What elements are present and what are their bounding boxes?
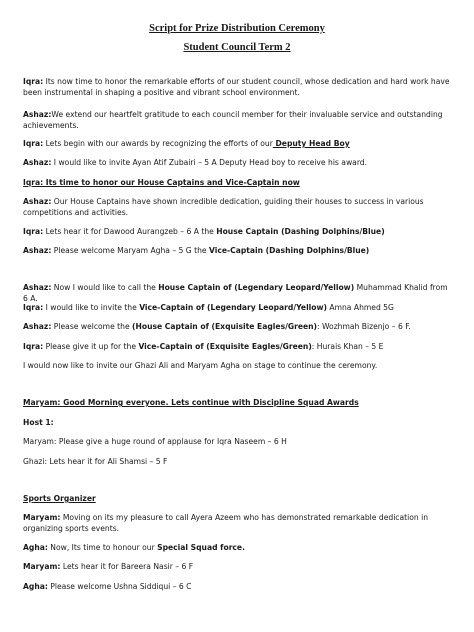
line-text: : Wozhmah Bizenjo – 6 F.: [317, 322, 411, 331]
script-line: [23, 110, 453, 131]
script-line: [23, 322, 453, 333]
script-line: [23, 246, 453, 257]
speaker: Iqra:: [23, 77, 44, 86]
line-text: Please welcome the: [51, 322, 133, 331]
script-line: [23, 158, 453, 169]
award-title: House Captain of (Legendary Leopard/Yellow): [158, 283, 355, 292]
script-line: [23, 303, 453, 314]
line-text: : Hurais Khan – 5 E: [311, 342, 384, 351]
script-line: [23, 562, 453, 573]
line-text: I would like to invite the: [43, 303, 140, 312]
award-title: Vice-Captain of (Exquisite Eagles/Green): [138, 342, 312, 351]
award-title: (House Captain of (Exquisite Eagles/Green): [132, 322, 318, 331]
speaker: Ashaz:: [23, 158, 52, 167]
award-title: House Captain (Dashing Dolphins/Blue): [216, 227, 385, 236]
document-subtitle: Student Council Term 2: [183, 42, 291, 53]
speaker: Agha:: [23, 543, 48, 552]
line-text: Now I would like to call the: [51, 283, 159, 292]
speaker: Agha:: [23, 582, 48, 591]
section-heading: Iqra: Its time to honor our House Captains and Vice-Captain now: [23, 178, 300, 187]
speaker: Iqra:: [23, 342, 44, 351]
script-line: [23, 197, 453, 218]
document-title: Script for Prize Distribution Ceremony: [149, 23, 325, 34]
script-line: [23, 342, 453, 353]
line-text: Lets hear it for Dawood Aurangzeb – 6 A the: [43, 227, 217, 236]
script-line: Ghazi: Lets hear it for Ali Shamsi – 5 F: [23, 457, 168, 466]
speaker: Maryam:: [23, 513, 61, 522]
award-title: Vice-Captain (Dashing Dolphins/Blue): [208, 246, 370, 255]
script-line: Maryam: Please give a huge round of applause for Iqra Naseem – 6 H: [23, 437, 287, 446]
script-line: [23, 513, 453, 534]
script-line: [23, 283, 453, 304]
line-text: Please welcome Ushna Siddiqui – 6 C: [47, 582, 192, 591]
section-heading: Maryam: Good Morning everyone. Lets continue with Discipline Squad Awards: [23, 398, 359, 407]
line-text: I would like to invite Ayan Atif Zubairi – 5 A Deputy Head boy to receive his award.: [51, 158, 368, 167]
line-text: Our House Captains have shown incredible dedication, guiding their houses to success in various competitions and activities.: [23, 197, 424, 217]
line-text: Please give it up for the: [43, 342, 139, 351]
line-text: Muhammad Khalid from 6 A.: [23, 283, 448, 303]
line-text: Now, Its time to honour our: [47, 543, 158, 552]
script-line: [23, 582, 453, 593]
award-title: Special Squad force.: [157, 543, 245, 552]
line-text: Moving on its my pleasure to call Ayera Azeem who has demonstrated remarkable dedication in organizing sports events.: [23, 513, 429, 533]
script-line: I would now like to invite our Ghazi Ali and Maryam Agha on stage to continue the ceremony.: [23, 361, 378, 370]
award-title: Vice-Captain of (Legendary Leopard/Yellow): [139, 303, 327, 312]
speaker: Iqra:: [23, 303, 44, 312]
speaker: Ashaz:: [23, 197, 52, 206]
speaker: Ashaz:: [23, 110, 52, 119]
speaker: Maryam:: [23, 562, 61, 571]
speaker: Ashaz:: [23, 322, 52, 331]
script-line: [23, 543, 453, 554]
award-title: Deputy Head Boy: [272, 139, 350, 148]
line-text: We extend our heartfelt gratitude to each council member for their invaluable service and outstanding achievements.: [23, 110, 443, 130]
line-text: Please welcome Maryam Agha – 5 G the: [51, 246, 209, 255]
script-line: [23, 77, 453, 98]
line-text: Amna Ahmed 5G: [326, 303, 394, 312]
line-text: Lets hear it for Bareera Nasir – 6 F: [60, 562, 194, 571]
line-text: Lets begin with our awards by recognizing the efforts of our: [43, 139, 273, 148]
speaker: Iqra:: [23, 139, 44, 148]
section-heading: Sports Organizer: [23, 494, 96, 503]
speaker: Ashaz:: [23, 283, 52, 292]
speaker: Ashaz:: [23, 246, 52, 255]
script-line: [23, 139, 453, 150]
line-text: Its now time to honor the remarkable efforts of our student council, whose dedication and hard work have been instrumental in shaping a positive and vibrant school environment.: [23, 77, 450, 97]
speaker: Iqra:: [23, 227, 44, 236]
script-line: [23, 227, 453, 238]
section-heading: Host 1:: [23, 418, 54, 427]
